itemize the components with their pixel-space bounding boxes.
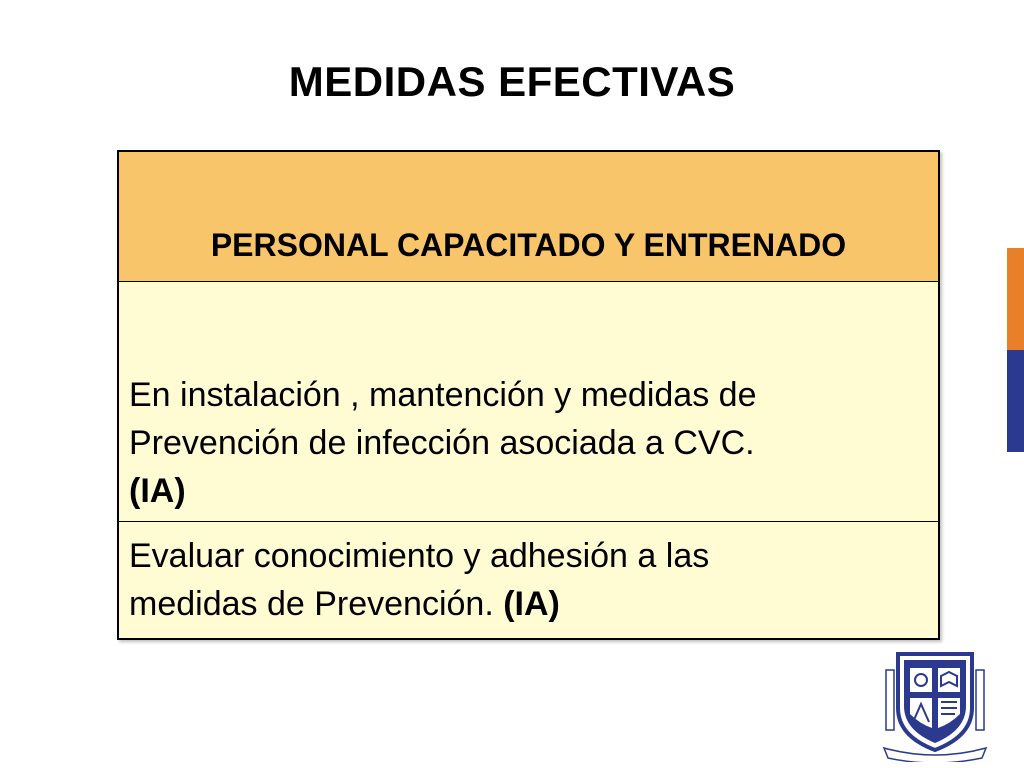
table-header-text: PERSONAL CAPACITADO Y ENTRENADO bbox=[210, 227, 847, 263]
row-2-line-1: Evaluar conocimiento y adhesión a las bbox=[129, 537, 710, 575]
measures-table bbox=[117, 150, 940, 640]
accent-bar-blue bbox=[1007, 350, 1024, 452]
accent-bar-orange bbox=[1007, 248, 1024, 350]
row-2-tag: (IA) bbox=[503, 585, 560, 623]
row-2-line-2 bbox=[129, 580, 928, 628]
table-row bbox=[119, 282, 938, 522]
table-row bbox=[119, 522, 938, 638]
row-1-tag: (IA) bbox=[129, 472, 186, 510]
row-2-line-2-text: medidas de Prevención. bbox=[129, 585, 494, 623]
row-1-line-1: En instalación , mantención y medidas de bbox=[129, 376, 757, 414]
slide-title: MEDIDAS EFECTIVAS bbox=[288, 58, 736, 105]
row-1-line-2: Prevención de infección asociada a CVC. bbox=[129, 424, 755, 462]
university-logo bbox=[880, 650, 990, 762]
table-header bbox=[119, 152, 938, 282]
